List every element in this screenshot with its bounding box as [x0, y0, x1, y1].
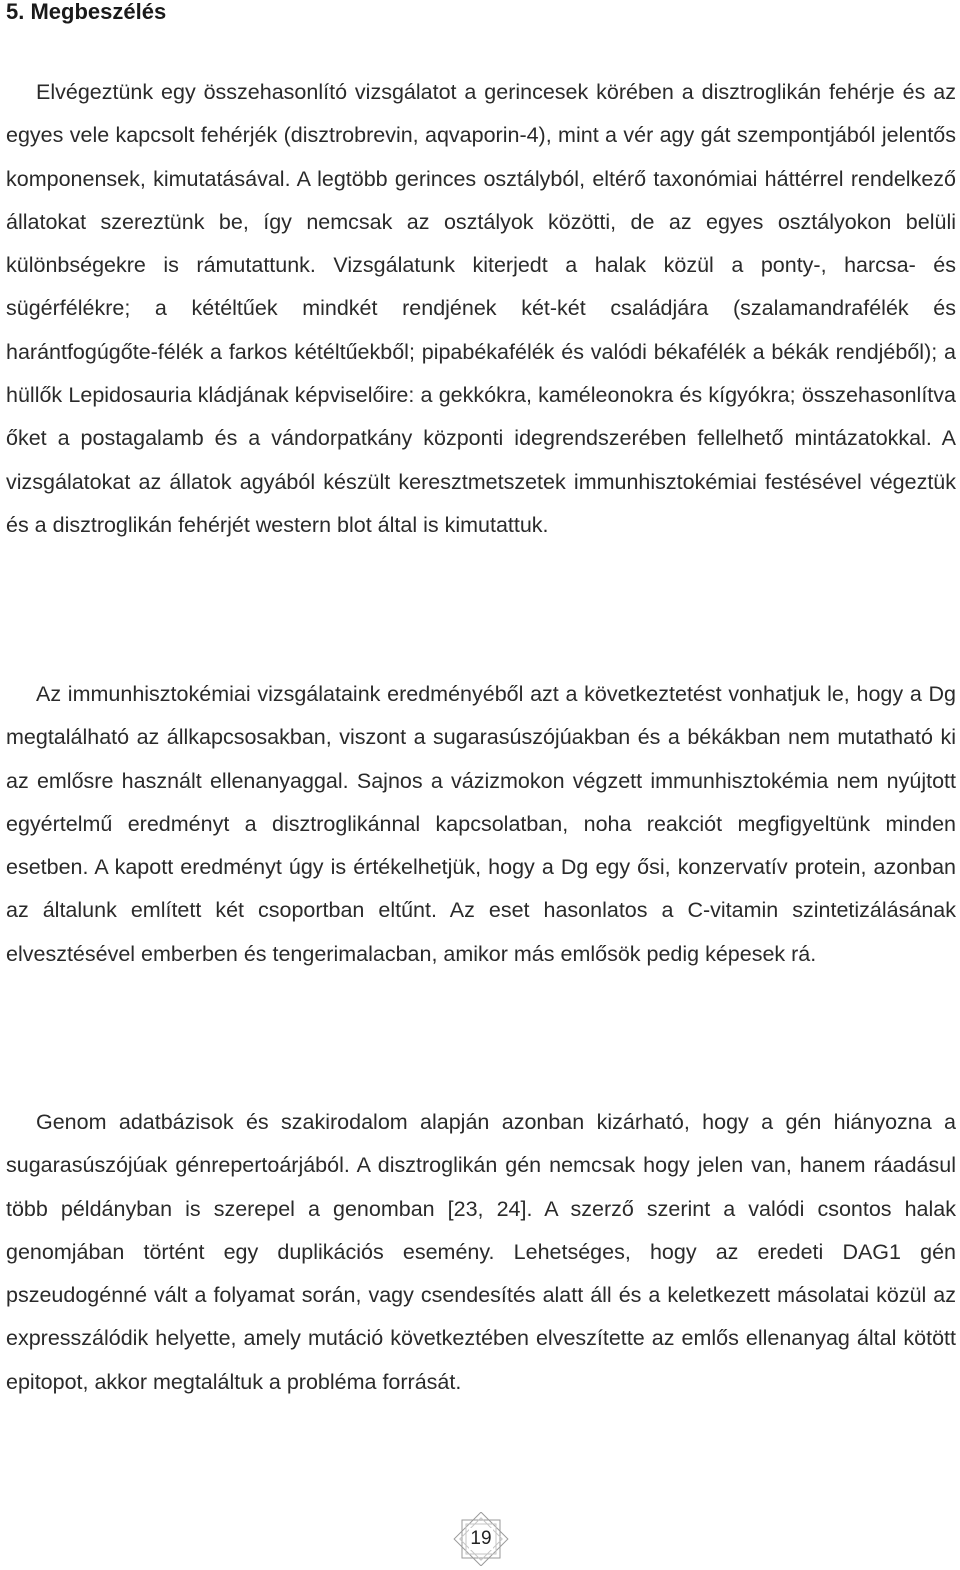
page-number-badge	[448, 1512, 514, 1566]
page-number: 19	[470, 1528, 492, 1549]
paragraph-1: Elvégeztünk egy összehasonlító vizsgálatot a gerincesek körében a disztroglikán fehérje és az egyes vele kapcsolt fehérjék (disztrobrevin, aqvaporin-4), mint a vér agy gát szempontjából jelentős komponensek, kimutatásával. A legtöbb gerinces osztályból, eltérő taxonómiai háttérrel rendelkező állatokat szereztünk be, így nemcsak az osztályok közötti, de az egyes osztályokon belüli különbségekre is rámutattunk. Vizsgálatunk kiterjedt a halak közül a ponty-, harcsa- és sügérfélékre; a kétéltűek mindkét rendjének két-két családjára (szalamandrafélék és harántfogúgőte-félék a farkos kétéltűekből; pipabékafélék és valódi békafélék a békák rendjéből); a hüllők Lepidosauria kládjának képviselőire: a gekkókra, kaméleonokra és kígyókra; összehasonlítva őket a postagalamb és a vándorpatkány központi idegrendszerében fellelhető mintázatokkal. A vizsgálatokat az állatok agyából készült keresztmetszetek immunhisztokémiai festésével végeztük és a disztroglikán fehérjét western blot által is kimutattuk.	[6, 80, 956, 537]
paragraph-3: Genom adatbázisok és szakirodalom alapján azonban kizárható, hogy a gén hiányozna a sugarasúszójúak génrepertoárjából. A disztroglikán gén nemcsak hogy jelen van, hanem ráadásul több példányban is szerepel a genomban [23, 24]. A szerző szerint a valódi csontos halak genomjában történt egy duplikációs esemény. Lehetséges, hogy az eredeti DAG1 gén pszeudogénné vált a folyamat során, vagy csendesítés alatt áll és a keletkezett másolatai közül az expresszálódik helyette, amely mutáció következtében elveszítette az emlős ellenanyag által kötött epitopot, akkor megtaláltuk a probléma forrását.	[6, 1110, 956, 1394]
paragraph-2: Az immunhisztokémiai vizsgálataink eredményéből azt a következtetést vonhatjuk le, hogy a Dg megtalálható az állkapcsosakban, viszont a sugarasúszójúakban és a békákban nem mutatható ki az emlősre használt ellenanyaggal. Sajnos a vázizmokon végzett immunhisztokémia nem nyújtott egyértelmű eredményt a disztroglikánnal kapcsolatban, noha reakciót megfigyeltünk minden esetben. A kapott eredményt úgy is értékelhetjük, hogy a Dg egy ősi, konzervatív protein, azonban az általunk említett két csoportban eltűnt. Az eset hasonlatos a C-vitamin szintetizálásának elvesztésével emberben és tengerimalacban, amikor más emlősök pedig képesek rá.	[6, 682, 956, 966]
section-heading: 5. Megbeszélés	[6, 0, 167, 24]
